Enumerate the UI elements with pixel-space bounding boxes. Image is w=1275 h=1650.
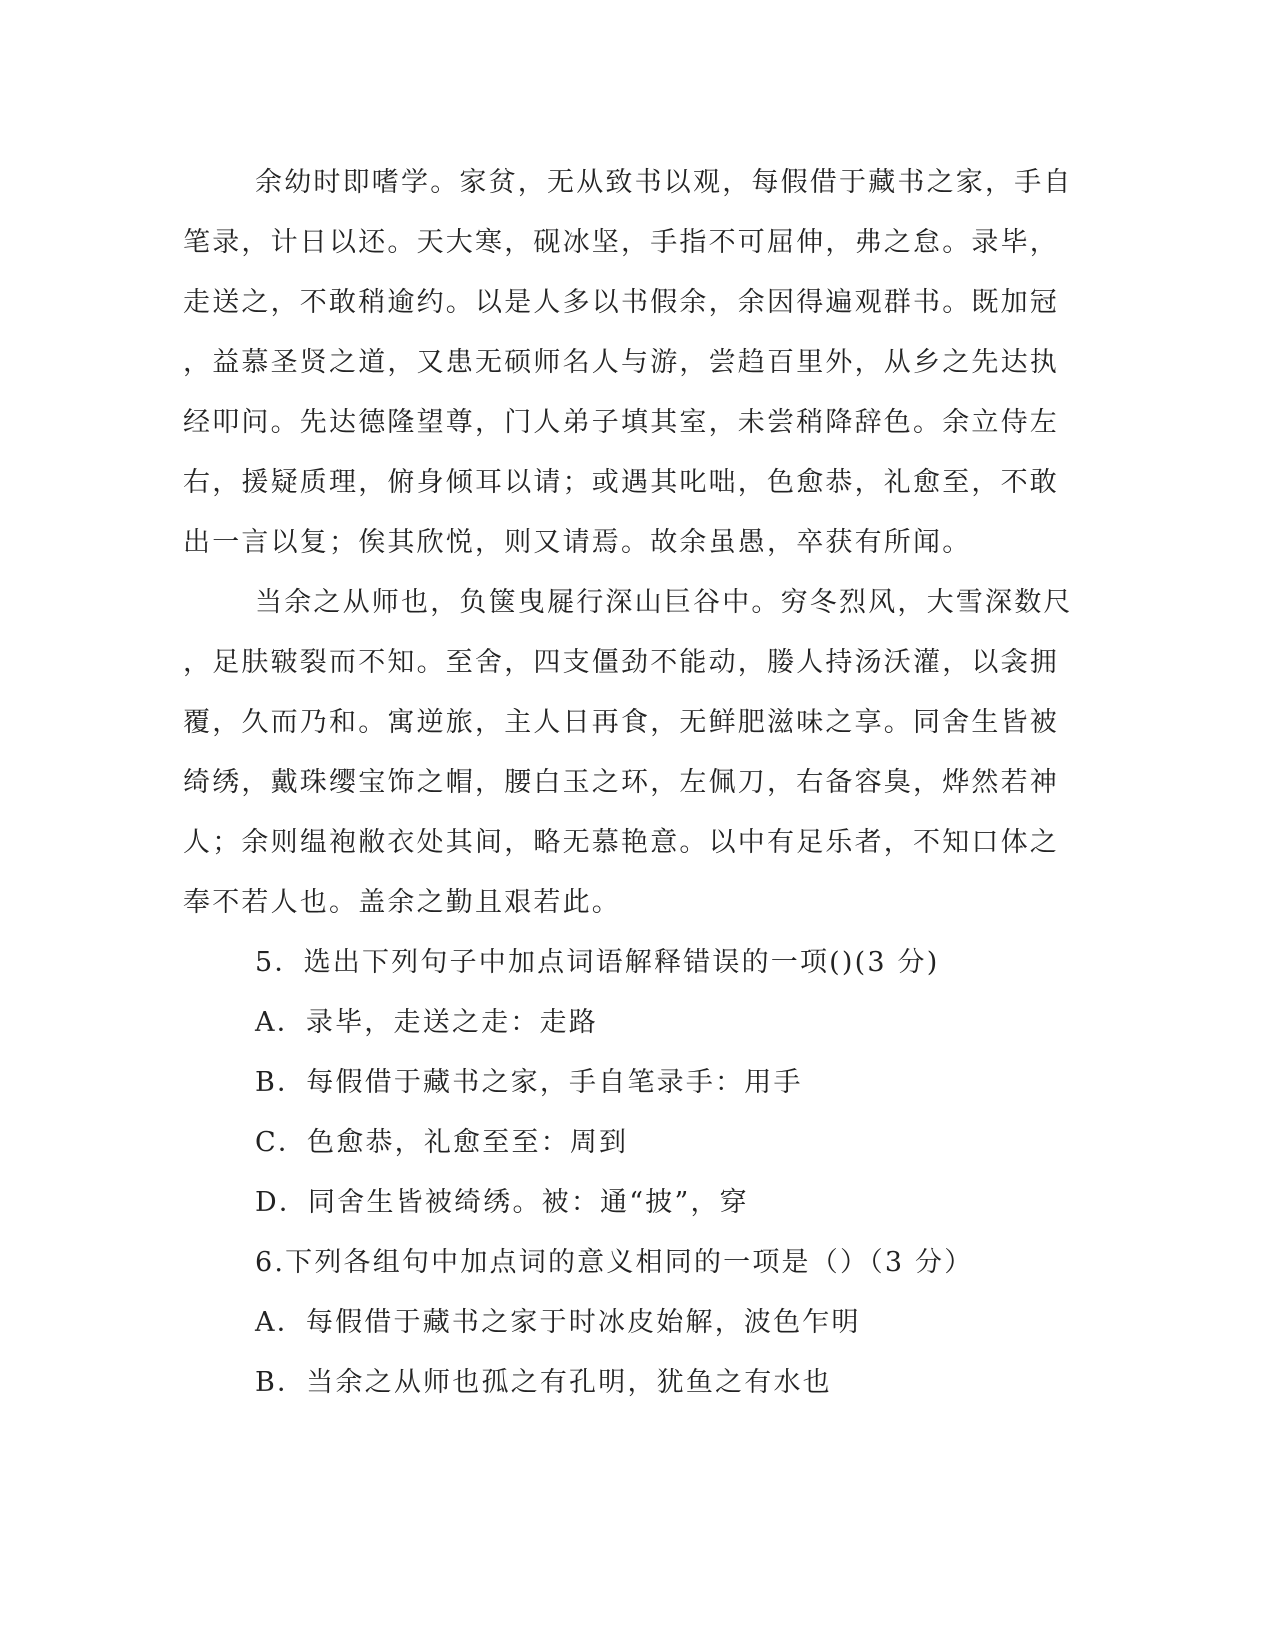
question-5-option-d: D．同舍生皆被绮绣。被：通“披”，穿 [255, 1187, 749, 1218]
question-5-option-c: C．色愈恭，礼愈至至：周到 [255, 1127, 629, 1158]
passage-line: 人；余则缊袍敝衣处其间，略无慕艳意。以中有足乐者，不知口体之 [183, 827, 1059, 858]
passage-line: 余幼时即嗜学。家贫，无从致书以观，每假借于藏书之家，手自 [255, 167, 1073, 198]
question-6-option-b: B．当余之从师也孤之有孔明，犹鱼之有水也 [255, 1367, 832, 1398]
passage-line: 右，援疑质理，俯身倾耳以请；或遇其叱咄，色愈恭，礼愈至，不敢 [183, 467, 1059, 498]
passage-line: 笔录，计日以还。天大寒，砚冰坚，手指不可屈伸，弗之怠。录毕， [183, 227, 1059, 258]
passage-line: 当余之从师也，负箧曳屣行深山巨谷中。穷冬烈风，大雪深数尺 [255, 587, 1073, 618]
passage-line: 绮绣，戴珠缨宝饰之帽，腰白玉之环，左佩刀，右备容臭，烨然若神 [183, 767, 1059, 798]
question-6-stem: 6.下列各组句中加点词的意义相同的一项是（）（3 分） [255, 1247, 974, 1278]
passage-line: ，益慕圣贤之道，又患无硕师名人与游，尝趋百里外，从乡之先达执 [183, 347, 1059, 378]
question-5-option-a: A．录毕，走送之走：走路 [255, 1007, 598, 1038]
question-6-option-a: A．每假借于藏书之家于时冰皮始解，波色乍明 [255, 1307, 861, 1338]
passage-line: 走送之，不敢稍逾约。以是人多以书假余，余因得遍观群书。既加冠 [183, 287, 1059, 318]
passage-line: 经叩问。先达德隆望尊，门人弟子填其室，未尝稍降辞色。余立侍左 [183, 407, 1059, 438]
passage-line: 奉不若人也。盖余之勤且艰若此。 [183, 887, 621, 918]
question-5-stem: 5．选出下列句子中加点词语解释错误的一项()(3 分) [255, 947, 940, 978]
passage-line: ，足肤皲裂而不知。至舍，四支僵劲不能动，媵人持汤沃灌，以衾拥 [183, 647, 1059, 678]
question-5-option-b: B．每假借于藏书之家，手自笔录手：用手 [255, 1067, 803, 1098]
passage-line: 覆，久而乃和。寓逆旅，主人日再食，无鲜肥滋味之享。同舍生皆被 [183, 707, 1059, 738]
passage-line: 出一言以复；俟其欣悦，则又请焉。故余虽愚，卒获有所闻。 [183, 527, 972, 558]
